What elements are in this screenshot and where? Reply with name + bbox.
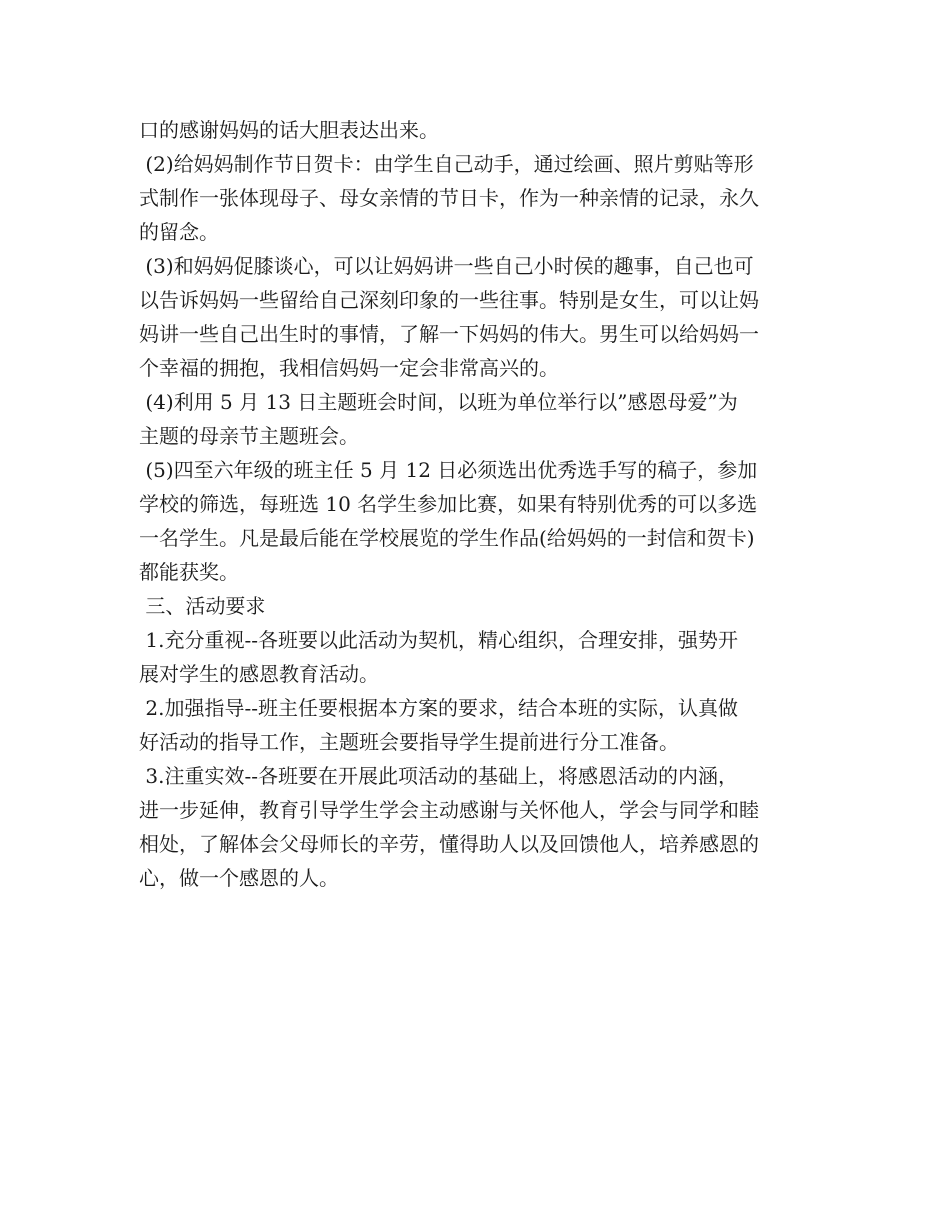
text-line: 心，做一个感恩的人。 (139, 866, 339, 890)
text-line: 妈讲一些自己出生时的事情，了解一下妈妈的伟大。男生可以给妈妈一 (139, 322, 759, 346)
text-line: (5)四至六年级的班主任 5 月 12 日必须选出优秀选手写的稿子，参加 (139, 458, 758, 482)
document-body (139, 113, 819, 895)
text-line: 个幸福的拥抱，我相信妈妈一定会非常高兴的。 (139, 356, 559, 380)
text-line: 2.加强指导--班主任要根据本方案的要求，结合本班的实际，认真做 (139, 696, 738, 720)
text-line: 主题的母亲节主题班会。 (139, 424, 359, 448)
text-line: 3.注重实效--各班要在开展此项活动的基础上，将感恩活动的内涵， (139, 764, 738, 788)
text-line: 学校的筛选，每班选 10 名学生参加比赛，如果有特别优秀的可以多选 (139, 492, 758, 516)
text-line: (4)利用 5 月 13 日主题班会时间，以班为单位举行以”感恩母爱”为 (139, 390, 738, 414)
text-line: 口的感谢妈妈的话大胆表达出来。 (139, 118, 439, 142)
text-line: (2)给妈妈制作节日贺卡：由学生自己动手，通过绘画、照片剪贴等形 (139, 152, 754, 176)
text-line: 进一步延伸，教育引导学生学会主动感谢与关怀他人，学会与同学和睦 (139, 798, 759, 822)
section-heading: 三、活动要求 (139, 594, 266, 618)
text-line: 1.充分重视--各班要以此活动为契机，精心组织，合理安排，强势开 (139, 628, 738, 652)
text-line: (3)和妈妈促膝谈心，可以让妈妈讲一些自己小时侯的趣事，自己也可 (139, 254, 754, 278)
text-line: 一名学生。凡是最后能在学校展览的学生作品(给妈妈的一封信和贺卡) (139, 526, 755, 550)
text-line: 式制作一张体现母子、母女亲情的节日卡，作为一种亲情的记录，永久 (139, 186, 759, 210)
text-line: 以告诉妈妈一些留给自己深刻印象的一些往事。特别是女生，可以让妈 (139, 288, 759, 312)
text-line: 的留念。 (139, 220, 219, 244)
text-line: 好活动的指导工作，主题班会要指导学生提前进行分工准备。 (139, 730, 679, 754)
text-line: 展对学生的感恩教育活动。 (139, 662, 379, 686)
text-line: 都能获奖。 (139, 560, 239, 584)
text-line: 相处，了解体会父母师长的辛劳，懂得助人以及回馈他人，培养感恩的 (139, 832, 759, 856)
